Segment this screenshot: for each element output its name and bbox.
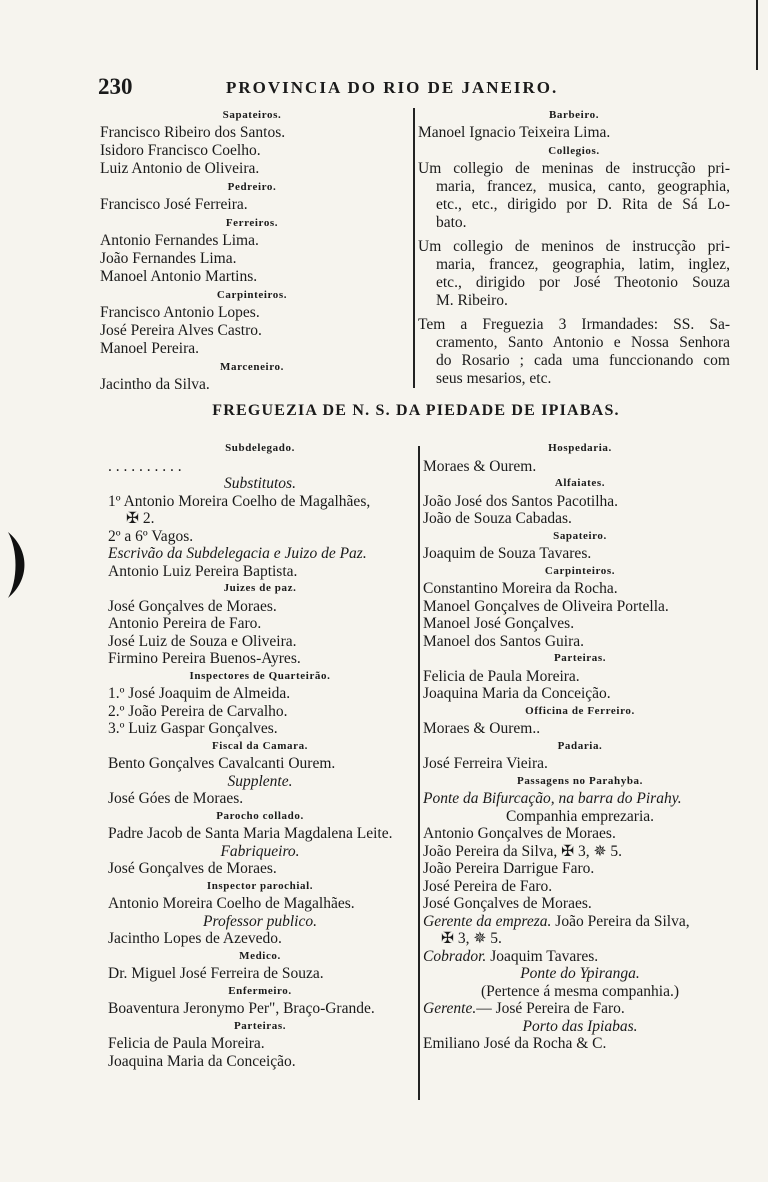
role-label: Gerente. — [423, 1000, 477, 1017]
name-entry: Jacintho da Silva. — [100, 376, 210, 393]
paragraph-line: maria, francez, geographia, latim, inglez, — [436, 256, 730, 273]
name-entry: José Ferreira Vieira. — [423, 755, 548, 772]
section-heading: Enfermeiro. — [228, 984, 292, 997]
role-entry — [423, 913, 737, 931]
name-entry: Manoel José Gonçalves. — [423, 615, 575, 632]
section-heading: Officina de Ferreiro. — [525, 704, 635, 717]
italic-line: Escrivão da Subdelegacia e Juizo de Paz. — [108, 545, 367, 562]
text-line: ✠ 3, ✵ 5. — [441, 930, 502, 947]
section-heading: Hospedaria. — [548, 442, 612, 454]
name-entry: João de Souza Cabadas. — [423, 510, 572, 527]
role-holder: João Pereira da Silva, — [551, 912, 690, 930]
page-number: 230 — [98, 74, 133, 99]
name-entry: João José dos Santos Pacotilha. — [423, 492, 619, 510]
text-line: bato. — [436, 214, 467, 231]
section-heading: Sapateiros. — [222, 109, 282, 121]
section-heading: Parteiras. — [233, 1019, 287, 1032]
section-heading: Barbeiro. — [548, 109, 600, 121]
name-entry: Felicia de Paula Moreira. — [108, 1035, 265, 1052]
name-entry: Emiliano José da Rocha & C. — [423, 1035, 607, 1052]
section-heading: Inspector parochial. — [206, 879, 314, 892]
bottom-column-divider — [418, 446, 420, 1100]
name-entry: Felicia de Paula Moreira. — [423, 667, 580, 685]
name-entry: Francisco José Ferreira. — [100, 196, 248, 213]
paragraph-line: etc., dirigido por José Theotonio Souza — [436, 274, 730, 291]
name-entry: Joaquim de Souza Tavares. — [423, 545, 592, 562]
italic-heading: Fabriqueiro. — [220, 842, 300, 860]
top-column-divider — [413, 108, 415, 388]
name-entry: Antonio Luiz Pereira Baptista. — [108, 562, 298, 580]
section-heading: Passagens no Parahyba. — [517, 774, 643, 787]
section-heading: Pedreiro. — [227, 181, 277, 193]
top-right-column — [418, 106, 730, 388]
paragraph-line: Um collegio de meninas de instrucção pri- — [418, 160, 730, 177]
name-entry: Manoel Gonçalves de Oliveira Portella. — [423, 597, 669, 615]
name-entry: Luiz Antonio de Oliveira. — [100, 160, 260, 177]
bottom-left-column — [108, 440, 412, 1070]
section-heading: Alfaiates. — [554, 477, 606, 489]
name-entry: Moraes & Ourem. — [423, 457, 537, 475]
name-entry: Bento Gonçalves Cavalcanti Ourem. — [108, 755, 336, 772]
name-entry: José Gonçalves de Moraes. — [423, 895, 592, 912]
top-left-column — [100, 106, 404, 394]
name-entry: Joaquina Maria da Conceição. — [108, 1052, 296, 1070]
paragraph-line: Um collegio de meninos de instrucção pri- — [418, 238, 730, 255]
name-entry: Jacintho Lopes de Azevedo. — [108, 930, 282, 947]
section-heading: Parteiras. — [553, 652, 607, 664]
section-heading: Padaria. — [557, 739, 603, 752]
name-entry: Manoel Ignacio Teixeira Lima. — [418, 124, 611, 141]
text-line: ✠ 2. — [126, 510, 155, 527]
centered-line: (Pertence á mesma companhia.) — [481, 982, 679, 1000]
name-entry: Manoel Pereira. — [100, 340, 199, 357]
paragraph-line: cramento, Santo Antonio e Nossa Senhora — [436, 334, 730, 351]
text-line: M. Ribeiro. — [436, 292, 508, 309]
name-entry: Manoel dos Santos Guira. — [423, 632, 585, 650]
name-entry: Manoel Antonio Martins. — [100, 268, 258, 285]
role-entry — [423, 948, 737, 966]
italic-heading: Porto das Ipiabas. — [522, 1017, 638, 1035]
section-heading: Sapateiro. — [553, 529, 607, 542]
name-entry: Firmino Pereira Buenos-Ayres. — [108, 650, 301, 667]
paragraph-line: do Rosario ; cada uma funccionando com — [436, 352, 730, 369]
centered-line: Companhia emprezaria. — [505, 807, 655, 825]
section-heading: Marceneiro. — [220, 361, 284, 373]
paragraph-line: etc., etc., dirigido por D. Rita de Sá Lo- — [436, 196, 730, 213]
running-title: PROVINCIA DO RIO DE JANEIRO. — [226, 78, 559, 97]
section-heading: Inspectores de Quarteirão. — [189, 669, 331, 682]
name-entry: Joaquina Maria da Conceição. — [423, 685, 611, 702]
role-holder: Joaquim Tavares. — [486, 947, 599, 965]
italic-heading: Ponte do Ypiranga. — [520, 965, 640, 982]
section-heading: Parocho collado. — [216, 809, 304, 822]
section-heading: Carpinteiros. — [216, 289, 288, 301]
italic-heading: Supplente. — [227, 772, 293, 790]
name-entry: Antonio Pereira de Faro. — [108, 615, 262, 632]
name-entry: Isidoro Francisco Coelho. — [100, 142, 261, 159]
name-entry: Francisco Ribeiro dos Santos. — [100, 124, 286, 141]
name-entry: 1.º José Joaquim de Almeida. — [108, 685, 291, 702]
name-entry: Padre Jacob de Santa Maria Magdalena Leite. — [108, 825, 393, 842]
paragraph-line: Tem a Freguezia 3 Irmandades: SS. Sa- — [418, 316, 730, 333]
role-label: Gerente da empreza. — [423, 912, 552, 930]
name-entry: José Luiz de Souza e Oliveira. — [108, 632, 297, 650]
name-entry: Antonio Moreira Coelho de Magalhães. — [108, 895, 355, 912]
section-heading: Medico. — [239, 949, 281, 962]
text-line: seus mesarios, etc. — [436, 370, 552, 387]
name-entry: . . . . . . . . . . — [108, 457, 182, 475]
name-entry: 2º a 6º Vagos. — [108, 527, 194, 545]
section-heading: Juizes de paz. — [223, 582, 297, 594]
name-entry: 2.º João Pereira de Carvalho. — [108, 702, 288, 720]
role-label: Cobrador. — [423, 947, 487, 965]
name-entry: João Pereira da Silva, ✠ 3, ✵ 5. — [423, 842, 623, 860]
section-heading: Subdelegado. — [225, 442, 295, 454]
role-entry — [423, 1000, 737, 1018]
name-entry: Antonio Fernandes Lima. — [100, 232, 259, 249]
page-binding-mark — [6, 530, 32, 600]
name-entry: José Gonçalves de Moraes. — [108, 597, 277, 615]
section-title: FREGUEZIA DE N. S. DA PIEDADE DE IPIABAS. — [212, 402, 620, 419]
name-entry: Antonio Gonçalves de Moraes. — [423, 825, 616, 842]
paragraph-line: maria, francez, musica, canto, geographia, — [436, 178, 730, 195]
italic-line: Ponte da Bifurcação, na barra do Pirahy. — [423, 790, 682, 807]
name-entry: João Fernandes Lima. — [100, 250, 237, 267]
name-entry: Boaventura Jeronymo Per", Braço-Grande. — [108, 1000, 375, 1017]
page-header — [98, 74, 718, 102]
section-heading: Collegios. — [548, 145, 600, 157]
section-heading: Fiscal da Camara. — [211, 739, 309, 752]
name-entry: Dr. Miguel José Ferreira de Souza. — [108, 965, 324, 982]
name-entry: José Gonçalves de Moraes. — [108, 860, 277, 877]
section-heading: Ferreiros. — [225, 217, 279, 229]
name-entry: 3.º Luiz Gaspar Gonçalves. — [108, 720, 278, 737]
bottom-right-column — [423, 440, 737, 1053]
name-entry: Francisco Antonio Lopes. — [100, 304, 260, 321]
name-entry: Moraes & Ourem.. — [423, 720, 541, 737]
italic-heading: Professor publico. — [203, 912, 317, 930]
page-edge-line — [756, 0, 758, 70]
section-heading: Carpinteiros. — [544, 564, 616, 577]
role-holder: — José Pereira de Faro. — [476, 1000, 625, 1017]
name-entry: Constantino Moreira da Rocha. — [423, 580, 618, 597]
name-entry: José Pereira de Faro. — [423, 877, 553, 895]
name-entry: José Góes de Moraes. — [108, 790, 244, 807]
name-entry: João Pereira Darrigue Faro. — [423, 860, 595, 877]
name-entry: José Pereira Alves Castro. — [100, 322, 262, 339]
italic-heading: Substitutos. — [224, 475, 296, 492]
name-entry: 1º Antonio Moreira Coelho de Magalhães, — [108, 492, 371, 510]
